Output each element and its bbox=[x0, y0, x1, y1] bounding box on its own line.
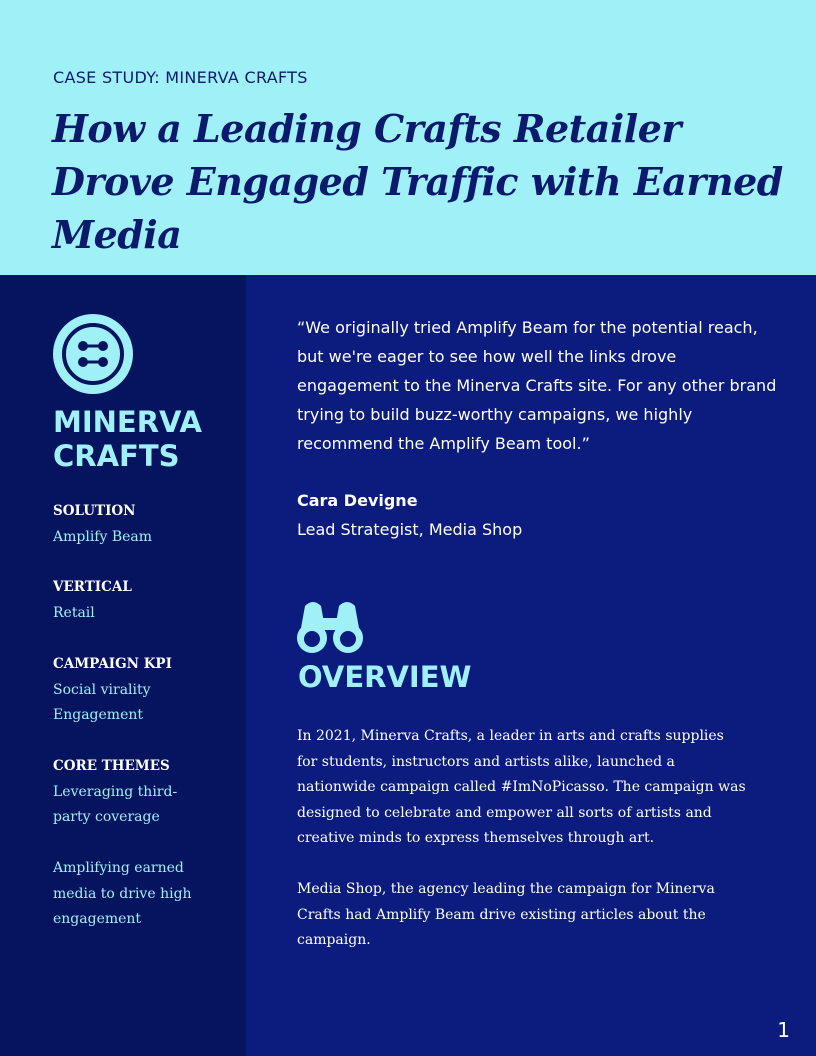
meta-campaign-kpi bbox=[53, 652, 172, 729]
meta-solution bbox=[53, 499, 152, 550]
overview-heading: OVERVIEW bbox=[298, 660, 472, 694]
header-banner bbox=[0, 0, 816, 275]
button-logo-icon bbox=[53, 314, 133, 394]
meta-value: Amplify Beam bbox=[53, 528, 153, 545]
overview-body bbox=[297, 724, 747, 954]
meta-vertical bbox=[53, 575, 132, 626]
meta-value: Social virality bbox=[53, 681, 151, 698]
page-title: How a Leading Crafts Retailer Drove Engaged Traffic with Earned Media bbox=[52, 106, 783, 257]
quote-role: Lead Strategist, Media Shop bbox=[297, 520, 523, 539]
overview-paragraph: In 2021, Minerva Crafts, a leader in arts and crafts supplies for students, instructors and artists alike, launched a nationwide campaign called #ImNoPicasso. The campaign was designed to celebrate and empower all sorts of artists and creative minds to express themselves through art. bbox=[297, 728, 746, 846]
testimonial-quote: “We originally tried Amplify Beam for the potential reach, but we're eager to see how well the links drove engagement to the Minerva Crafts site. For any other brand trying to build buzz-worthy campaigns, we highly recommend the Amplify Beam tool.” bbox=[297, 318, 777, 453]
meta-core-themes bbox=[53, 754, 213, 831]
meta-value: Engagement bbox=[53, 707, 143, 723]
meta-value: Leveraging third-party coverage bbox=[53, 783, 178, 825]
meta-value: Retail bbox=[53, 604, 95, 621]
quote-attribution bbox=[297, 486, 522, 544]
meta-label: CORE THEMES bbox=[53, 758, 170, 774]
brand-line: MINERVA bbox=[53, 405, 202, 439]
meta-label: SOLUTION bbox=[53, 503, 136, 519]
page-number: 1 bbox=[777, 1018, 790, 1042]
eyebrow: CASE STUDY: MINERVA CRAFTS bbox=[53, 68, 308, 87]
sidebar bbox=[0, 275, 246, 1056]
quote-name: Cara Devigne bbox=[297, 491, 418, 510]
meta-extra-theme: Amplifying earned media to drive high engagement bbox=[53, 860, 192, 927]
meta-label: CAMPAIGN KPI bbox=[53, 656, 172, 672]
overview-paragraph: Media Shop, the agency leading the campaign for Minerva Crafts had Amplify Beam drive existing articles about the campaign. bbox=[297, 881, 715, 948]
brand-line: CRAFTS bbox=[53, 439, 180, 473]
brand-name bbox=[53, 405, 202, 473]
meta-label: VERTICAL bbox=[53, 579, 132, 595]
binoculars-icon bbox=[297, 598, 363, 654]
main-content bbox=[246, 275, 816, 1056]
